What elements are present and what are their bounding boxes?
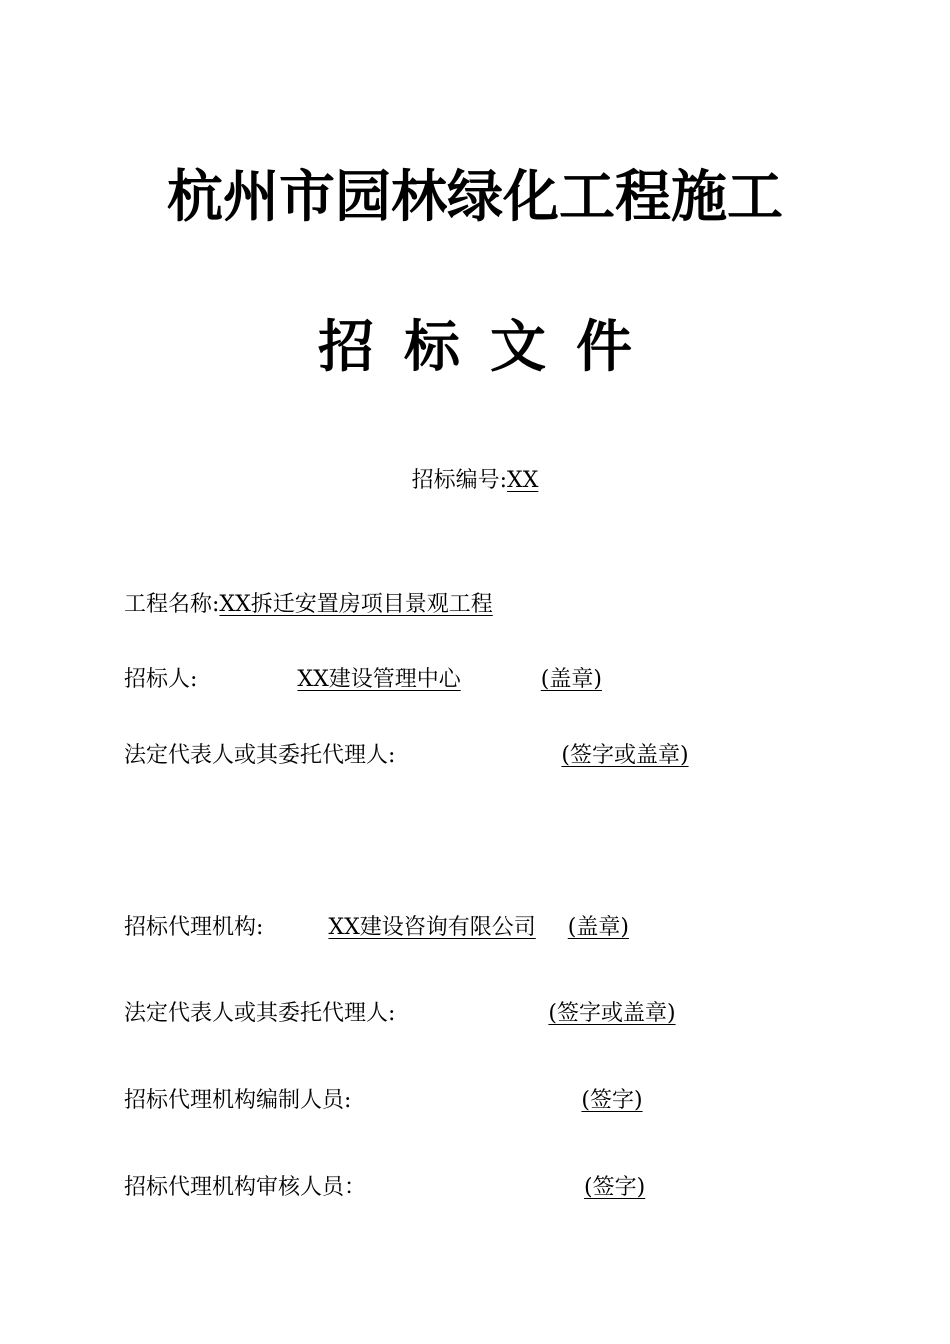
- bidder-legal-rep-label: 法定代表人或其委托代理人:: [124, 743, 396, 768]
- bid-number-line: [0, 466, 950, 496]
- bidder-label: 招标人:: [124, 667, 198, 692]
- agency-compiler-label: 招标代理机构编制人员:: [124, 1088, 352, 1113]
- agency-legal-rep-label: 法定代表人或其委托代理人:: [124, 1001, 396, 1026]
- bidder-line: [124, 665, 602, 695]
- bidder-seal-note: (盖章): [540, 667, 602, 692]
- bidder-legal-rep-note: (签字或盖章): [561, 743, 689, 768]
- agency-reviewer-note: (签字): [584, 1175, 646, 1200]
- document-subtitle: 招标文件: [318, 315, 662, 380]
- agency-compiler-fill: [351, 1088, 642, 1113]
- bidder-value: XX建设管理中心: [297, 667, 461, 692]
- project-name-value: XX拆迁安置房项目景观工程: [219, 592, 493, 617]
- bid-number-value: XX: [507, 468, 539, 493]
- agency-line: [124, 913, 629, 943]
- agency-compiler-line: [124, 1086, 643, 1116]
- agency-fill: [263, 915, 629, 940]
- project-name-line: [124, 590, 493, 620]
- document-title: 杭州市园林绿化工程施工: [167, 165, 783, 230]
- agency-compiler-note: (签字): [581, 1088, 643, 1113]
- bidder-legal-rep-fill: [395, 743, 726, 768]
- bid-number-label: 招标编号:: [411, 468, 508, 493]
- agency-reviewer-line: [124, 1173, 645, 1203]
- agency-seal-note: (盖章): [567, 915, 629, 940]
- agency-legal-rep-fill: [395, 1001, 713, 1026]
- project-name-label: 工程名称:: [124, 592, 220, 617]
- agency-label: 招标代理机构:: [124, 915, 264, 940]
- agency-reviewer-label: 招标代理机构审核人员：: [124, 1175, 367, 1200]
- agency-reviewer-fill: [366, 1175, 645, 1200]
- agency-value: XX建设咨询有限公司: [328, 915, 536, 940]
- bidder-legal-rep-line: [124, 741, 727, 771]
- bidder-fill: [197, 667, 602, 692]
- agency-legal-rep-note: (签字或盖章): [548, 1001, 676, 1026]
- agency-legal-rep-line: [124, 999, 714, 1029]
